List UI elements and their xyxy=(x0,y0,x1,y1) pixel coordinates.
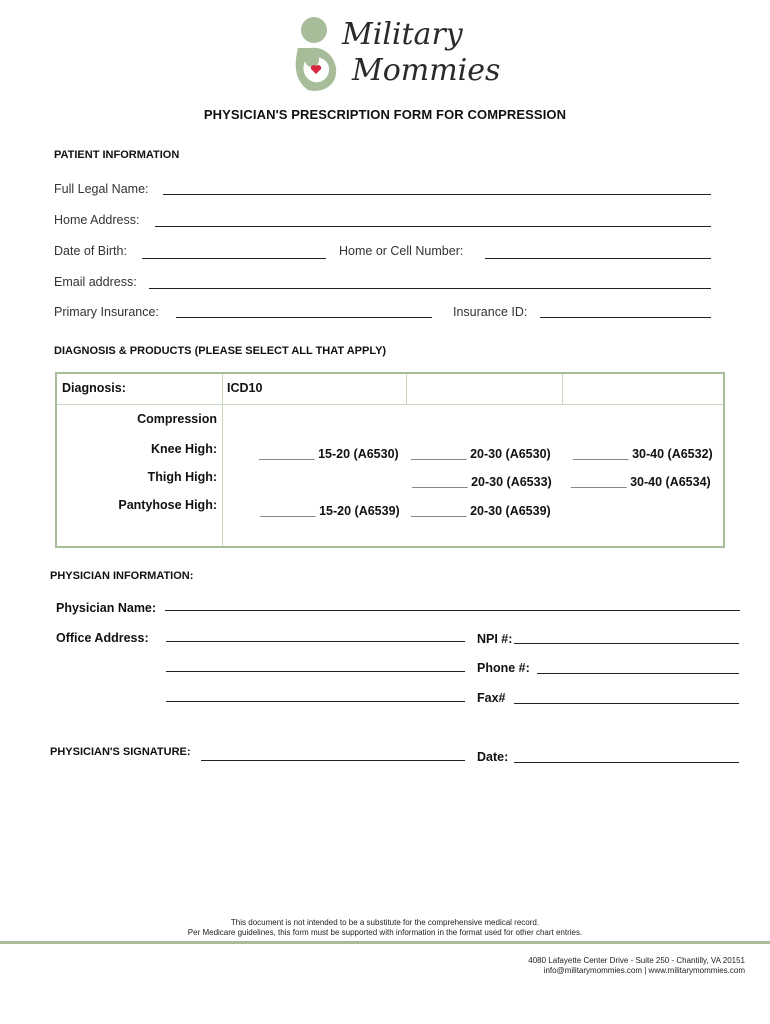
disclaimer-line-1: This document is not intended to be a substitute for the comprehensive medical record. xyxy=(230,918,540,927)
icd10-label: ICD10 xyxy=(227,381,263,395)
full-name-label: Full Legal Name: xyxy=(54,182,149,196)
office-address-field-1[interactable] xyxy=(166,641,465,642)
date-label: Date: xyxy=(477,750,509,764)
thigh-high-label: Thigh High: xyxy=(147,470,217,484)
knee-option-20-30[interactable]: ________ 20-30 (A6530) xyxy=(411,447,551,461)
office-address-field-3[interactable] xyxy=(166,701,465,702)
pantyhose-option-20-30[interactable]: ________ 20-30 (A6539) xyxy=(411,504,551,518)
signature-label: PHYSICIAN'S SIGNATURE: xyxy=(50,746,191,758)
physician-info-heading: PHYSICIAN INFORMATION: xyxy=(50,570,194,582)
office-address-field-2[interactable] xyxy=(166,671,465,672)
pantyhose-option-15-20[interactable]: ________ 15-20 (A6539) xyxy=(260,504,400,518)
phone-label: Home or Cell Number: xyxy=(339,244,464,258)
insurance-field[interactable] xyxy=(176,317,432,318)
page-title: PHYSICIAN'S PRESCRIPTION FORM FOR COMPRESSION xyxy=(203,107,567,122)
signature-field[interactable] xyxy=(201,760,465,761)
logo-text-mommies: Mommies xyxy=(352,53,501,88)
email-field[interactable] xyxy=(149,288,711,289)
physician-phone-field[interactable] xyxy=(537,673,739,674)
insurance-id-label: Insurance ID: xyxy=(453,305,528,319)
fax-label: Fax# xyxy=(477,691,506,705)
full-name-field[interactable] xyxy=(163,194,711,195)
knee-high-label: Knee High: xyxy=(151,442,217,456)
footer-contact: info@militarymommies.com | www.militarymommies.com xyxy=(543,966,745,975)
date-field[interactable] xyxy=(514,762,739,763)
dob-field[interactable] xyxy=(142,258,326,259)
logo-mother-child-icon xyxy=(288,14,348,94)
knee-option-15-20[interactable]: ________ 15-20 (A6530) xyxy=(259,447,399,461)
footer-divider xyxy=(0,941,770,944)
npi-label: NPI #: xyxy=(477,632,513,646)
npi-field[interactable] xyxy=(514,643,739,644)
diagnosis-col-divider-3 xyxy=(562,374,563,404)
fax-field[interactable] xyxy=(514,703,739,704)
icd10-input-2[interactable] xyxy=(564,376,722,402)
office-address-label: Office Address: xyxy=(56,631,149,645)
dob-label: Date of Birth: xyxy=(54,244,127,258)
physician-phone-label: Phone #: xyxy=(477,661,530,675)
home-address-field[interactable] xyxy=(155,226,711,227)
compression-label: Compression xyxy=(137,412,217,426)
email-label: Email address: xyxy=(54,275,137,289)
phone-field[interactable] xyxy=(485,258,711,259)
icd10-input-1[interactable] xyxy=(408,376,560,402)
pantyhose-high-label: Pantyhose High: xyxy=(118,498,217,512)
logo xyxy=(288,14,501,94)
patient-info-heading: PATIENT INFORMATION xyxy=(54,149,180,161)
thigh-option-30-40[interactable]: ________ 30-40 (A6534) xyxy=(571,475,711,489)
diagnosis-heading: DIAGNOSIS & PRODUCTS (PLEASE SELECT ALL THAT APPLY) xyxy=(54,345,387,357)
knee-option-30-40[interactable]: ________ 30-40 (A6532) xyxy=(573,447,713,461)
diagnosis-label: Diagnosis: xyxy=(62,381,126,395)
diagnosis-col-divider-2 xyxy=(406,374,407,404)
physician-name-label: Physician Name: xyxy=(56,601,157,615)
footer-address: 4080 Lafayette Center Drive - Suite 250 - Chantilly, VA 20151 xyxy=(528,956,745,965)
logo-text-military: Military xyxy=(342,17,463,52)
insurance-label: Primary Insurance: xyxy=(54,305,159,319)
thigh-option-20-30[interactable]: ________ 20-30 (A6533) xyxy=(412,475,552,489)
diagnosis-col-divider-1 xyxy=(222,374,223,546)
diagnosis-row-divider xyxy=(57,404,723,405)
insurance-id-field[interactable] xyxy=(540,317,711,318)
disclaimer-line-2: Per Medicare guidelines, this form must be supported with information in the format used for other chart entries. xyxy=(187,928,583,937)
home-address-label: Home Address: xyxy=(54,213,140,227)
physician-name-field[interactable] xyxy=(165,610,740,611)
